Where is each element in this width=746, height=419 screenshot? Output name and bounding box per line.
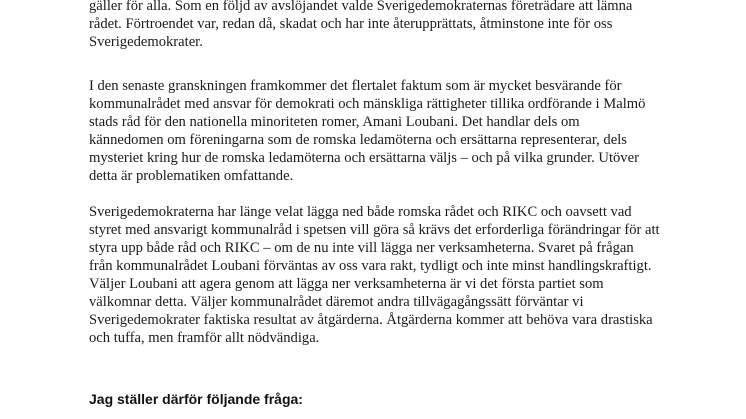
- paragraph-line: styra upp både råd och RIKC – om de nu inte vill lägga ner verksamheterna. Svaret på frågan: [89, 240, 634, 256]
- paragraph-line: Väljer Loubani att agera genom att lägga ner verksamheterna är vi det första partiet som: [89, 276, 604, 292]
- paragraph-line: I den senaste granskningen framkommer det flertalet faktum som är mycket besvärande för: [89, 78, 622, 94]
- paragraph-line: Sverigedemokrater faktiska resultat av åtgärderna. Åtgärderna kommer att behöva vara drastiska: [89, 312, 653, 328]
- paragraph-line: från kommunalrådet Loubani förväntas av oss vara rakt, tydligt och inte minst handlingskraftigt.: [89, 258, 652, 274]
- paragraph-line: välkomnar detta. Väljer kommunalrådet däremot andra tillvägagångssätt förväntar vi: [89, 294, 584, 310]
- paragraph-line: rådet. Förtroendet var, redan då, skadat och har inte återupprättats, åtminstone inte för oss: [89, 16, 613, 32]
- paragraph-line: kommunalrådet med ansvar för demokrati och mänskliga rättigheter tillika ordförande i Malmö: [89, 96, 646, 112]
- paragraph-line: Sverigedemokraterna har länge velat lägga ned både romska rådet och RIKC och oavsett vad: [89, 204, 632, 220]
- paragraph-line: detta är problematiken omfattande.: [89, 168, 294, 184]
- paragraph-line: kännedomen om föreningarna som de romska ledamöterna och ersättarna representerar, dels: [89, 132, 627, 148]
- question-heading: Jag ställer därför följande fråga:: [89, 391, 303, 407]
- paragraph-line: styret med ansvarigt kommunalråd i spetsen vill göra så krävs det erforderliga förändringar för att: [89, 222, 660, 238]
- paragraph-line: stads råd för den nationella minoriteten romer, Amani Loubani. Det handlar dels om: [89, 114, 580, 130]
- paragraph-2: [89, 77, 689, 185]
- paragraph-line: Sverigedemokrater.: [89, 34, 203, 50]
- paragraph-3: [89, 203, 689, 347]
- paragraph-line: gäller för alla. Som en följd av avslöjandet valde Sverigedemokraternas företrädare att lämna: [89, 0, 633, 14]
- paragraph-line: mysteriet kring hur de romska ledamöterna och ersättarna väljs – och på vilka grunder. Utöver: [89, 150, 639, 166]
- paragraph-1: [89, 0, 689, 51]
- paragraph-line: och tuffa, men framför allt nödvändiga.: [89, 330, 320, 346]
